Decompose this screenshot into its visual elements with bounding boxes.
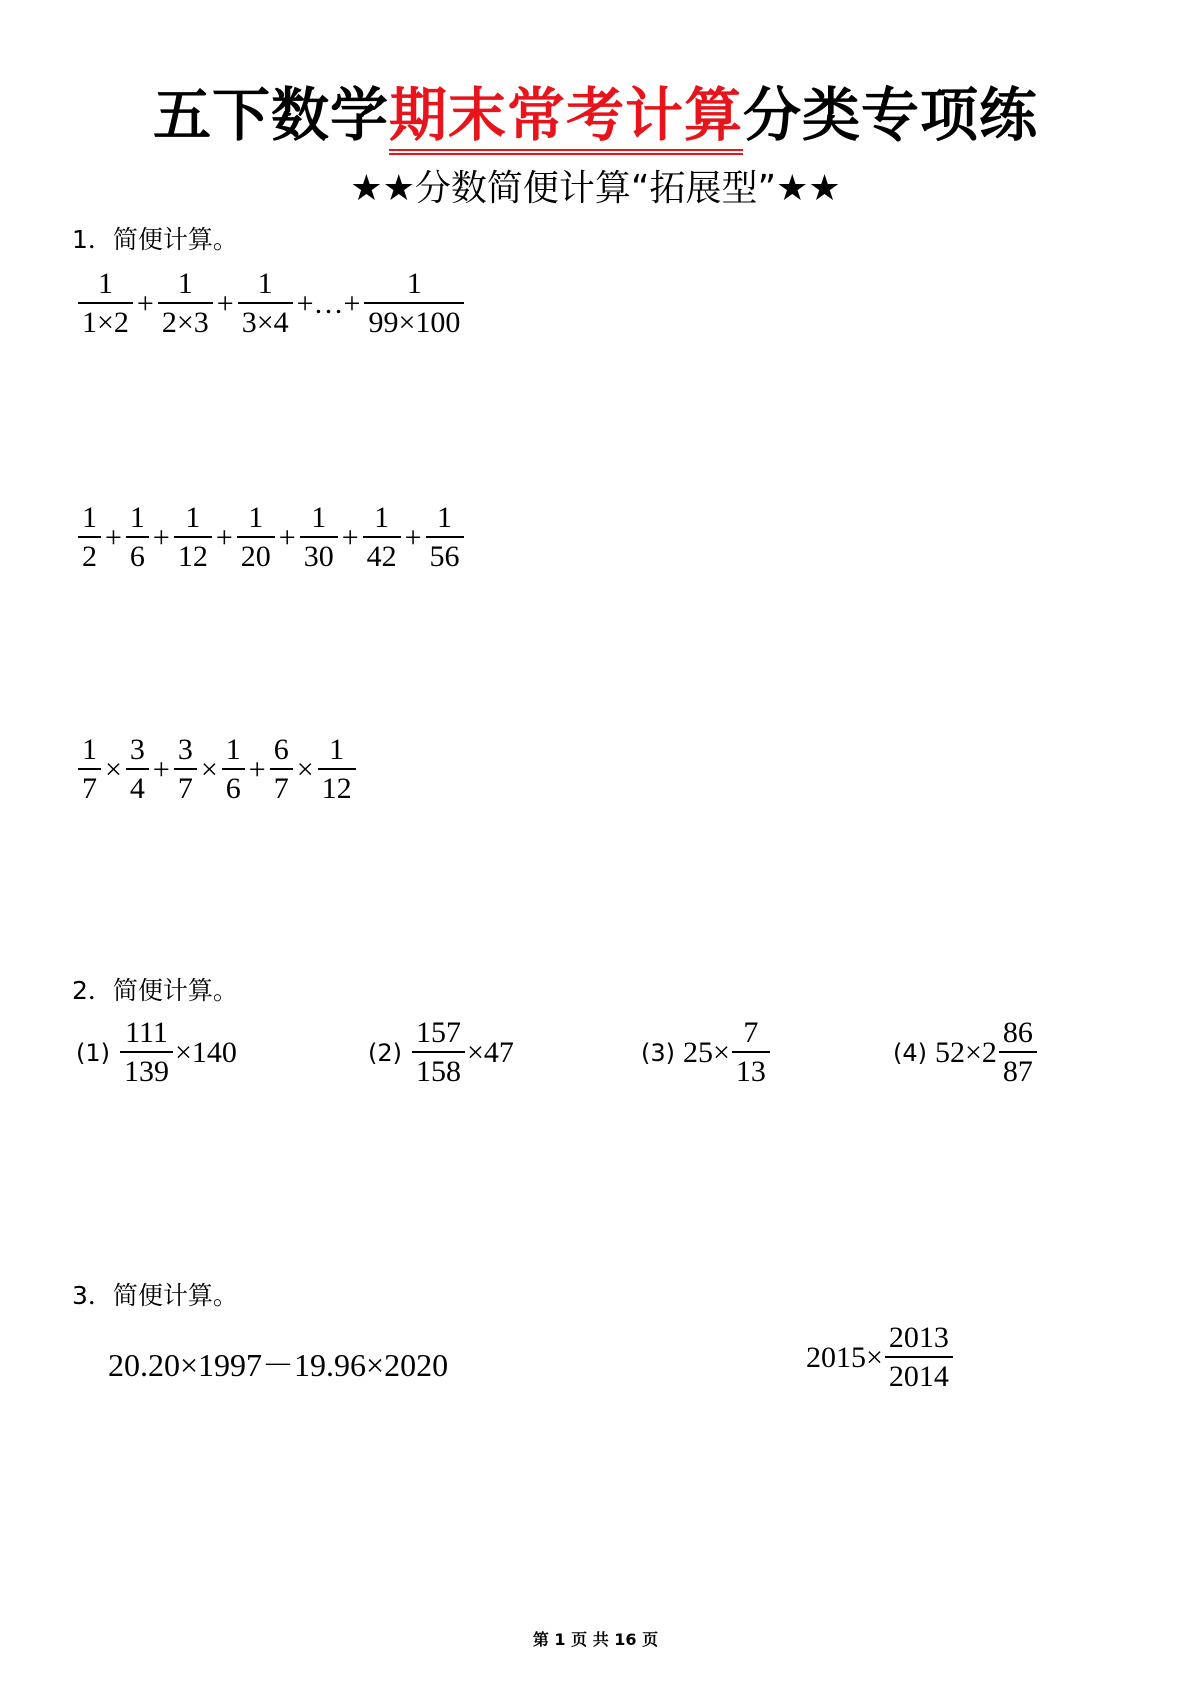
question-1-label: 1．简便计算。 bbox=[72, 225, 238, 254]
q1-expression-1 bbox=[76, 266, 466, 342]
operator: + bbox=[136, 287, 154, 320]
title-post: 分类专项练 bbox=[743, 81, 1039, 149]
fraction: $\frac{86}{87}$ bbox=[999, 1015, 1037, 1091]
operator: + bbox=[215, 521, 233, 554]
title-highlight: 期末常考计算 bbox=[389, 81, 743, 155]
operator: × bbox=[200, 753, 218, 786]
operator: +…+ bbox=[296, 287, 361, 320]
fraction: $\frac{3}{7}$ bbox=[174, 732, 197, 808]
operator: × bbox=[105, 753, 122, 786]
operator: + bbox=[152, 753, 170, 786]
fraction: $\frac{1}{30}$ bbox=[300, 500, 338, 576]
q2-item: (4) 52×2 $\frac{86}{87}$ bbox=[893, 1015, 1039, 1091]
fraction: $\frac{1}{12}$ bbox=[174, 500, 212, 576]
fraction: $\frac{1}{20}$ bbox=[237, 500, 275, 576]
fraction: $\frac{1}{6}$ bbox=[126, 500, 149, 576]
operator: + bbox=[105, 521, 122, 554]
q1-expression-2 bbox=[76, 500, 466, 576]
q2-item: (2) $\frac{157}{158}$ ×47 bbox=[368, 1015, 514, 1091]
q3-expression-1: 20.20×1997－19.96×2020 bbox=[108, 1347, 449, 1383]
fraction: $\frac{7}{13}$ bbox=[732, 1015, 770, 1091]
question-2-label: 2．简便计算。 bbox=[72, 976, 238, 1005]
operator: + bbox=[278, 521, 296, 554]
fraction: $\frac{111}{139}$ bbox=[120, 1015, 173, 1091]
operator: × bbox=[296, 753, 314, 786]
fraction: $\frac{2013}{2014}$ bbox=[885, 1320, 953, 1396]
fraction: $\frac{1}{3\times 4}$ bbox=[238, 266, 293, 342]
fraction: $\frac{1}{1\times 2}$ bbox=[78, 266, 133, 342]
q3-expression-2: 2015× $\frac{2013}{2014}$ bbox=[806, 1320, 955, 1396]
fraction: $\frac{1}{2\times 3}$ bbox=[158, 266, 213, 342]
operator: + bbox=[152, 521, 170, 554]
fraction: $\frac{157}{158}$ bbox=[412, 1015, 465, 1091]
title-pre: 五下数学 bbox=[152, 81, 389, 149]
subtitle: ★★分数简便计算“拓展型”★★ bbox=[350, 168, 841, 209]
fraction: $\frac{1}{2}$ bbox=[78, 500, 101, 576]
page-footer: 第 1 页 共 16 页 bbox=[532, 1630, 659, 1649]
fraction: $\frac{1}{7}$ bbox=[78, 732, 101, 808]
operator: + bbox=[341, 521, 359, 554]
fraction: $\frac{1}{56}$ bbox=[426, 500, 464, 576]
operator: + bbox=[404, 521, 422, 554]
operator: + bbox=[216, 287, 234, 320]
question-3-label: 3．简便计算。 bbox=[72, 1281, 238, 1310]
page-title bbox=[0, 80, 1191, 150]
operator: + bbox=[248, 753, 266, 786]
fraction: $\frac{3}{4}$ bbox=[126, 732, 149, 808]
fraction: $\frac{1}{12}$ bbox=[318, 732, 356, 808]
q2-item: (1) $\frac{111}{139}$ ×140 bbox=[76, 1015, 237, 1091]
q1-expression-3 bbox=[76, 732, 358, 808]
fraction: $\frac{1}{6}$ bbox=[222, 732, 245, 808]
fraction: $\frac{1}{99\times 100}$ bbox=[364, 266, 464, 342]
q2-item: (3) 25× $\frac{7}{13}$ bbox=[641, 1015, 772, 1091]
fraction: $\frac{1}{42}$ bbox=[363, 500, 401, 576]
fraction: $\frac{6}{7}$ bbox=[270, 732, 293, 808]
